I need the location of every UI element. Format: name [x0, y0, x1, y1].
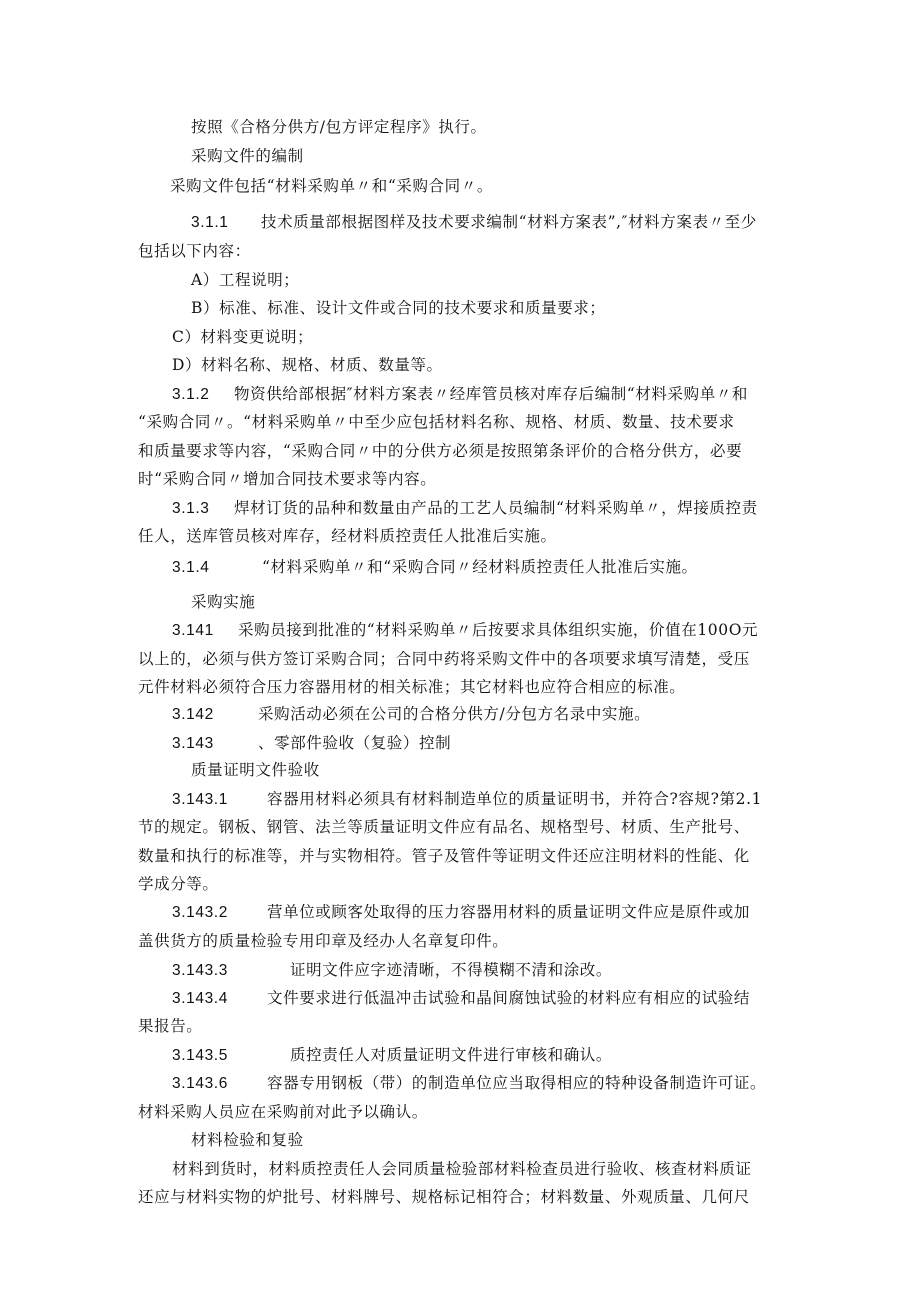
section-heading: 材料检验和复验	[191, 1131, 304, 1149]
text-line: 任人，送库管员核对库存，经材料质控责任人批准后实施。	[138, 527, 557, 545]
text-line: 3.143.2 营单位或顾客处取得的压力容器用材料的质量证明文件应是原件或加	[172, 903, 751, 921]
text-line: 3.141 采购员接到批准的“材料采购单〃后按要求具体组织实施，价值在100O元	[172, 621, 759, 639]
text-line: 材料到货时，材料质控责任人会同质量检验部材料检查员进行验收、核查材料质证	[172, 1160, 752, 1178]
text-line: 盖供货方的质量检验专用印章及经办人名章复印件。	[138, 932, 509, 950]
clause-number: 3.143.6	[172, 1075, 228, 1092]
clause-number: 3.143.3	[172, 962, 228, 979]
text-line: 3.1.4 “材料采购单〃和“采购合同〃经材料质控责任人批准后实施。	[172, 558, 698, 576]
text-line: 时“采购合同〃增加合同技术要求等内容。	[138, 470, 437, 488]
text-line: 3.1.2 物资供给部根据″材料方案表〃经库管员核对库存后编制“材料采购单〃和	[172, 385, 749, 403]
clause-number: 3.142	[172, 706, 214, 723]
text-line: 学成分等。	[138, 875, 219, 893]
clause-number: 3.1.2	[172, 386, 210, 403]
text-line: 按照《合格分供方/包方评定程序》执行。	[191, 118, 487, 136]
clause-number: 3.141	[172, 622, 214, 639]
list-item: A）工程说明；	[191, 271, 300, 289]
text-line: 3.1.3 焊材订货的品种和数量由产品的工艺人员编制“材料采购单〃，焊接质控责	[172, 499, 758, 517]
section-heading: 采购文件的编制	[191, 147, 304, 165]
text-line: 果报告。	[138, 1017, 203, 1035]
text-line: 3.143.3 证明文件应字迹清晰，不得模糊不清和涂改。	[172, 961, 613, 979]
section-heading: 质量证明文件验收	[191, 761, 320, 779]
section-heading: 采购实施	[191, 593, 256, 611]
list-item: C）材料变更说明；	[172, 328, 314, 346]
text-line: “采购合同〃。“材料采购单〃中至少应包括材料名称、规格、材质、数量、技术要求	[138, 413, 735, 431]
text-line: 数量和执行的标准等，并与实物相符。管子及管件等证明文件还应注明材料的性能、化	[138, 847, 750, 865]
clause-number: 3.143.4	[172, 990, 228, 1007]
clause-number: 3.143.1	[172, 791, 228, 808]
clause-number: 3.143.5	[172, 1047, 228, 1064]
clause-number: 3.1.1	[191, 214, 229, 231]
text-line: 和质量要求等内容，“采购合同〃中的分供方必须是按照第条评价的合格分供方，必要	[138, 442, 743, 460]
text-line: 元件材料必须符合压力容器用材的相关标准；其它材料也应符合相应的标准。	[138, 678, 686, 696]
text-line: 材料采购人员应在采购前对此予以确认。	[138, 1103, 428, 1121]
text-line: 3.1.1 技术质量部根据图样及技术要求编制“材料方案表”,″材料方案表〃至少	[191, 213, 757, 231]
text-line: 3.143.4 文件要求进行低温冲击试验和晶间腐蚀试验的材料应有相应的试验结	[172, 989, 751, 1007]
text-line: 3.143.5 质控责任人对质量证明文件进行审核和确认。	[172, 1046, 613, 1064]
text-line: 3.143.1 容器用材料必须具有材料制造单位的质量证明书，并符合?容规?第2.1	[172, 790, 763, 808]
text-line: 还应与材料实物的炉批号、材料牌号、规格标记相符合；材料数量、外观质量、几何尺	[138, 1188, 750, 1206]
clause-number: 3.1.3	[172, 500, 210, 517]
list-item: D）材料名称、规格、材质、数量等。	[172, 356, 443, 374]
text-line: 3.143.6 容器专用钢板（带）的制造单位应当取得相应的特种设备制造许可证。	[172, 1074, 767, 1092]
text-line: 包括以下内容：	[138, 242, 251, 260]
text-line: 节的规定。钢板、钢管、法兰等质量证明文件应有品名、规格型号、材质、生产批号、	[138, 818, 750, 836]
clause-number: 3.143.2	[172, 904, 228, 921]
text-line: 3.142 采购活动必须在公司的合格分供方/分包方名录中实施。	[172, 705, 651, 723]
list-item: B）标准、标准、设计文件或合同的技术要求和质量要求；	[191, 299, 606, 317]
clause-number: 3.1.4	[172, 559, 210, 576]
text-line: 以上的，必须与供方签订采购合同；合同中药将采购文件中的各项要求填写清楚，受压	[138, 650, 750, 668]
text-line: 3.143 、零部件验收（复验）控制	[172, 734, 452, 752]
clause-number: 3.143	[172, 735, 214, 752]
text-line: 采购文件包括“材料采购单〃和“采购合同〃。	[170, 177, 493, 195]
